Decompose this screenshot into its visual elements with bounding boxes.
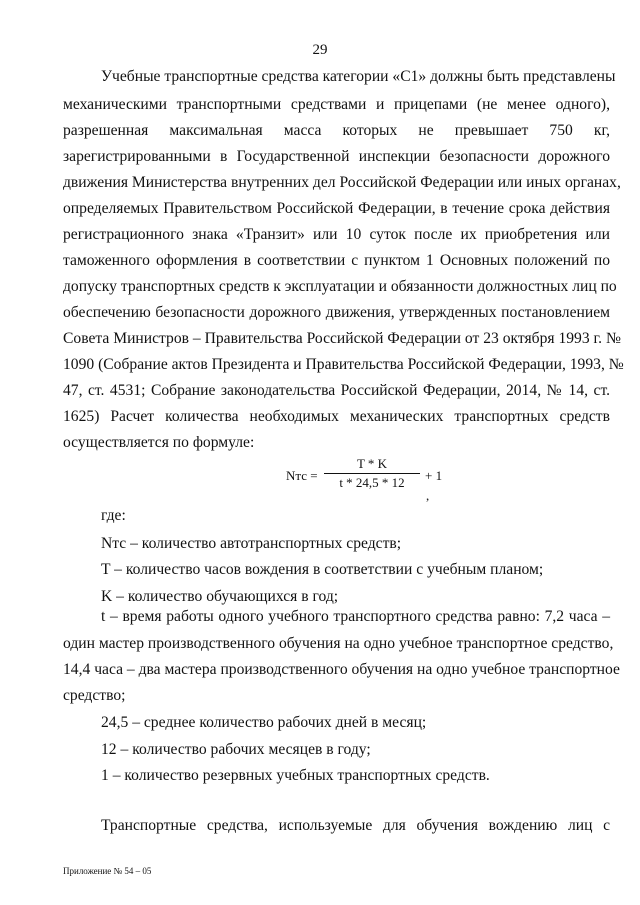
formula-plus-one: + 1 [425,468,443,483]
paragraph-line: движения Министерства внутренних дел Российской Федерации или иных органах, [63,174,621,191]
paragraph-line: Учебные транспортные средства категории «C1» должны быть представлены [101,68,616,85]
definition-reserve: 1 – количество резервных учебных транспортных средств. [101,767,490,784]
definition-ntc: Nтс – количество автотранспортных средств; [101,535,402,552]
definition-t-hours: T – количество часов вождения в соответствии с учебным планом; [101,561,544,578]
paragraph-line: механическими транспортными средствами и прицепами (не менее одного), [63,96,610,113]
where-label: где: [101,507,126,524]
final-paragraph-line: Транспортные средства, используемые для обучения вождению лиц с [101,817,610,834]
formula-comma: , [426,488,430,503]
formula-denominator: t * 24,5 * 12 [339,475,405,490]
paragraph-line: определяемых Правительством Российской Федерации, в течение срока действия [63,200,610,217]
paragraph-line: зарегистрированными в Государственной инспекции безопасности дорожного [63,148,610,165]
paragraph-line: Совета Министров – Правительства Российской Федерации от 23 октября 1993 г. № [63,330,621,347]
paragraph-line: разрешенная максимальная масса которых не превышает 750 кг, [63,122,610,139]
paragraph-line: обеспечению безопасности дорожного движения, утвержденных постановлением [63,304,610,321]
definition-days: 24,5 – среднее количество рабочих дней в месяц; [101,714,427,731]
paragraph-line: таможенного оформления в соответствии с пунктом 1 Основных положений по [63,252,610,269]
definition-t-line: средство; [63,687,126,704]
fraction-bar [324,473,420,474]
formula-numerator: T * K [356,456,388,471]
paragraph-line: осуществляется по формуле: [63,434,255,451]
page-number: 29 [312,42,328,58]
paragraph-line: 1625) Расчет количества необходимых механических транспортных средств [63,408,610,425]
definition-t-line: один мастер производственного обучения на одно учебное транспортное средство, [63,635,614,652]
page-footer: Приложение № 54 – 05 [63,866,152,876]
paragraph-line: 47, ст. 4531; Собрание законодательства Российской Федерации, 2014, № 14, ст. [63,382,610,399]
paragraph-line: допуску транспортных средств к эксплуатации и обязанности должностных лиц по [63,278,617,295]
definition-t-line: 14,4 часа – два мастера производственного обучения на одно учебное транспортное [63,661,620,678]
formula-lhs: Nтс = [286,468,318,483]
definition-t-line: t – время работы одного учебного транспортного средства равно: 7,2 часа – [101,608,610,625]
paragraph-line: регистрационного знака «Транзит» или 10 суток после их приобретения или [63,226,610,243]
definition-k: K – количество обучающихся в год; [101,588,339,605]
paragraph-line: 1090 (Собрание актов Президента и Правительства Российской Федерации, 1993, № [63,356,624,373]
definition-months: 12 – количество рабочих месяцев в году; [101,741,371,758]
formula-fraction [324,457,420,490]
